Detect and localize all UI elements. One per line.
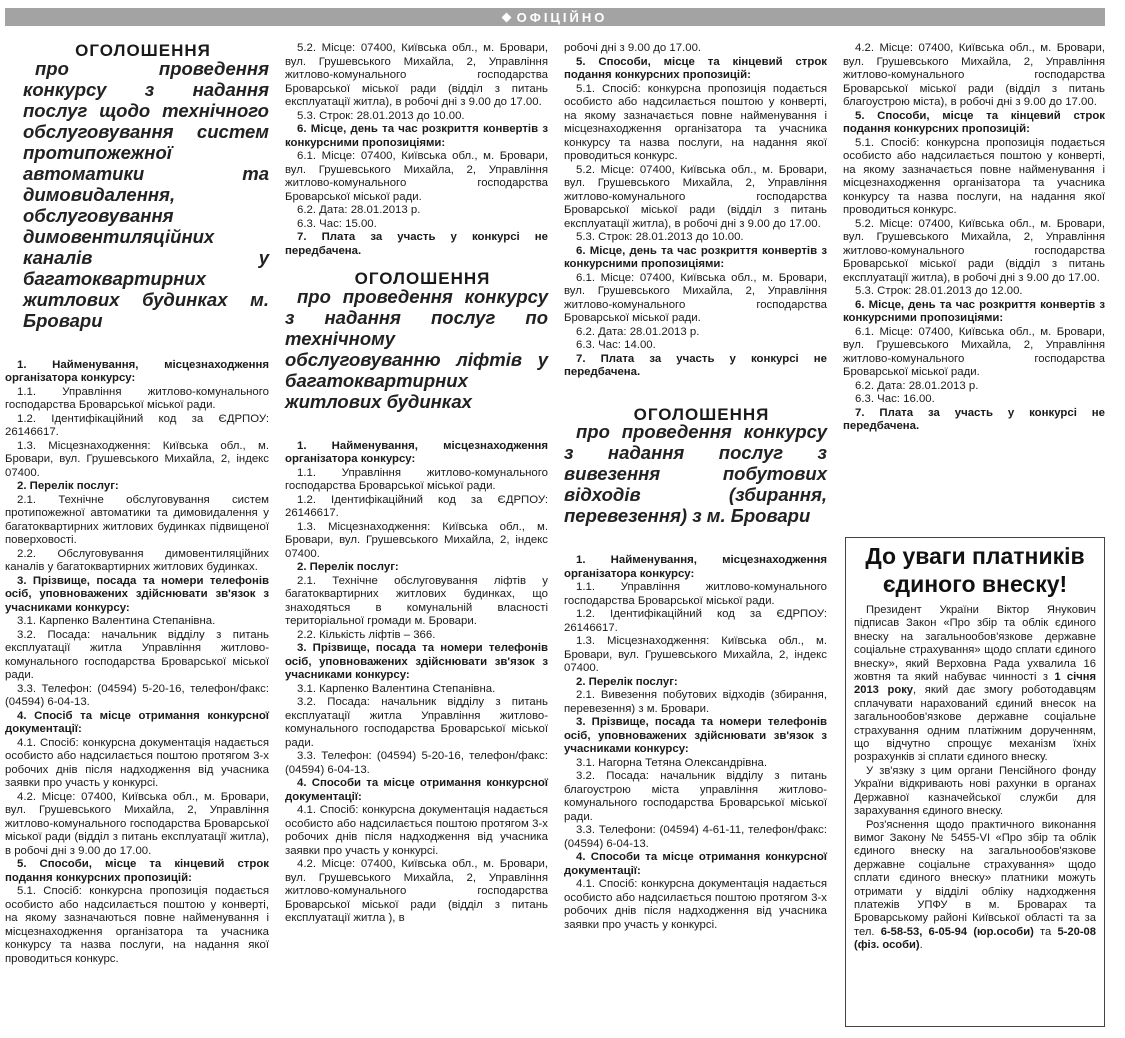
paragraph: 5.3. Строк: 28.01.2013 до 10.00. — [576, 231, 744, 243]
announcement-subtitle: про проведення конкурсу з надання послуг з вивезення побутових відходів (збирання, перевезення) з м. Бровари — [564, 421, 827, 526]
diamond-icon — [501, 12, 511, 22]
announcement-body — [285, 440, 548, 926]
section-heading: 5. Способи, місце та кінцевий строк подання конкурсних пропозицій: — [843, 109, 1105, 135]
paragraph: 3.1. Карпенко Валентина Степанівна. — [297, 682, 496, 695]
notice-paragraph-3: Роз'яснення щодо практичного виконання вимог Закону № 5455-VI «Про збір та облік єдиного внеску на загальнообов'язкове державне соціальне страхування» щодо сплати єдиного внеску» платники можуть отримати у відділі обліку надходження платежів УПФУ в м. Броварах та Броварському районі Київської області та за тел. 6-58-53, 6-05-94 (юр.особи) та 5-20-08 (фіз. особи). — [854, 818, 1096, 952]
section-heading: 7. Плата за участь у конкурсі не передбачена. — [843, 406, 1105, 432]
paragraph: 6.3. Час: 14.00. — [576, 339, 656, 351]
announcement-title: ОГОЛОШЕННЯ — [75, 41, 211, 60]
announcement-subtitle: про проведення конкурсу з надання послуг щодо технічного обслуговування систем протипожежної автоматики та димовидалення, обслуговування димовентиляційних каналів у багатоквартирних житлових будинках м. Бровари — [23, 57, 269, 331]
column-4 — [843, 42, 1105, 434]
paragraph: 3.1. Карпенко Валентина Степанівна. — [17, 615, 216, 627]
section-heading: 2. Перелік послуг: — [576, 675, 678, 688]
section-heading: 6. Місце, день та час розкриття конвертів з конкурсними пропозиціями: — [285, 123, 548, 149]
paragraph: 1.2. Ідентифікаційний код за ЄДРПОУ: 26146617. — [5, 412, 269, 438]
announcement-title: ОГОЛОШЕННЯ — [354, 269, 491, 288]
paragraph: 1.2. Ідентифікаційний код за ЄДРПОУ: 26146617. — [285, 493, 548, 519]
paragraph: 1.2. Ідентифікаційний код за ЄДРПОУ: 26146617. — [564, 608, 827, 634]
paragraph: 6.2. Дата: 28.01.2013 р. — [297, 204, 421, 216]
notice-box — [845, 537, 1105, 1027]
paragraph: 2.2. Кількість ліфтів – 366. — [297, 628, 436, 641]
announcement-body-continued — [564, 42, 827, 380]
paragraph: 1.1. Управління житлово-комунального господарства Броварської міської ради. — [285, 466, 548, 492]
paragraph: 5.3. Строк: 28.01.2013 до 12.00. — [855, 285, 1023, 297]
paragraph: 5.2. Місце: 07400, Київська обл., м. Бровари, вул. Грушевського Михайла, 2, Управління житлово-комунального господарства Броварської міської ради (відділ з питань експлуатації житла), в робочі дні з 9.00 до 17.00. — [564, 163, 827, 230]
paragraph: 1.3. Місцезнаходження: Київська обл., м. Бровари, вул. Грушевського Михайла, 2, індекс 07400. — [285, 520, 548, 560]
paragraph: 2.1. Технічне обслуговування систем протипожежної автоматики та димовидалення у багатоквартирних житлових будинках підвищеної поверховості. — [5, 493, 269, 546]
section-heading: 3. Прізвище, посада та номери телефонів осіб, уповноважених здійснювати зв'язок з учасниками конкурсу: — [5, 574, 269, 614]
notice-paragraph-2: У зв'язку з цим органи Пенсійного фонду України відкривають нові рахунки в органах Державної казначейської служби для зарахування єдиного внеску. — [854, 764, 1096, 818]
paragraph: 5.2. Місце: 07400, Київська обл., м. Бровари, вул. Грушевського Михайла, 2, Управління житлово-комунального господарства Броварської міської ради (відділ з питань експлуатації житла), в робочі дні з 9.00 до 17.00. — [843, 217, 1105, 284]
paragraph: 3.2. Посада: начальник відділу з питань експлуатації житла Управління житлово-комунального господарства Броварської міської ради. — [285, 696, 548, 749]
announcement-body-continued — [843, 42, 1105, 434]
section-heading: 3. Прізвище, посада та номери телефонів осіб, уповноважених здійснювати зв'язок з учасниками конкурсу: — [564, 716, 827, 755]
paragraph: 5.1. Спосіб: конкурсна пропозиція подається особисто або надсилається поштою у конверті, на якому зазначається повне найменування і місцезнаходження організатора та учасника конкурсу та назва послуги, на надання якої проводиться конкурс. — [843, 136, 1105, 216]
paragraph: 1.1. Управління житлово-комунального господарства Броварської міської ради. — [564, 581, 827, 607]
paragraph: 5.2. Місце: 07400, Київська обл., м. Бровари, вул. Грушевського Михайла, 2, Управління житлово-комунального господарства Броварської міської ради (відділ з питань експлуатації житла), в робочі дні з 9.00 до 17.00. — [285, 42, 548, 108]
paragraph: 3.3. Телефон: (04594) 5-20-16, телефон/факс: (04594) 6-04-13. — [5, 682, 269, 708]
section-label: ОФІЦІЙНО — [503, 10, 608, 25]
column-1 — [5, 42, 269, 966]
paragraph: 4.1. Спосіб: конкурсна документація надається особисто або надсилається поштою протягом 3-х робочих днів після надходження від учасника заявки про участь у конкурсі. — [5, 736, 269, 789]
announcement-body — [5, 359, 269, 967]
paragraph: 6.3. Час: 16.00. — [855, 393, 935, 405]
paragraph: 5.1. Спосіб: конкурсна пропозиція подається особисто або надсилається поштою у конверті, на якому зазначається повне найменування і місцезнаходження організатора та учасника конкурсу та назва послуги, на надання якої проводиться конкурс. — [564, 82, 827, 162]
section-heading: 7. Плата за участь у конкурсі не передбачена. — [285, 231, 548, 257]
paragraph: 4.1. Спосіб: конкурсна документація надається особисто або надсилається поштою протягом 3-х робочих днів після надходження від учасника заявки про участь у конкурсі. — [285, 804, 548, 857]
section-heading: 3. Прізвище, посада та номери телефонів осіб, уповноважених здійснювати зв'язок з учасниками конкурсу: — [285, 642, 548, 681]
paragraph: 3.2. Посада: начальник відділу з питань експлуатації житла Управління житлово-комунального господарства Броварської міської ради. — [5, 628, 269, 681]
section-heading: 4. Способи та місце отримання конкурсної документації: — [285, 777, 548, 803]
column-3 — [564, 42, 827, 932]
paragraph: 1.1. Управління житлово-комунального господарства Броварської міської ради. — [5, 385, 269, 411]
paragraph: 3.2. Посада: начальник відділу з питань благоустрою міста управління житлово-комунального господарства Броварської міської ради. — [564, 770, 827, 823]
section-heading: 7. Плата за участь у конкурсі не передбачена. — [564, 352, 827, 378]
announcement-body-continued — [285, 42, 548, 258]
section-header-bar — [5, 8, 1105, 26]
paragraph: 6.2. Дата: 28.01.2013 р. — [576, 325, 700, 338]
paragraph: 2.1. Технічне обслуговування ліфтів у багатоквартирних житлових будинках, що знаходяться в комунальній власності територіальної громади м. Бровари. — [285, 574, 548, 627]
section-heading: 1. Найменування, місцезнаходження організатора конкурсу: — [5, 358, 269, 384]
paragraph: 1.3. Місцезнаходження: Київська обл., м. Бровари, вул. Грушевського Михайла, 2, індекс 07400. — [5, 439, 269, 479]
paragraph: 5.1. Спосіб: конкурсна пропозиція подається особисто або надсилається поштою у конверті, на якому зазначаються повне найменування і місцезнаходження організатора та учасника конкурсу та назва послуги, на надання якої проводиться конкурс. — [5, 885, 269, 965]
announcement-subtitle: про проведення конкурсу з надання послуг по технічному обслуговуванню ліфтів у багатоквартирних житлових будинках — [285, 285, 548, 412]
paragraph: 6.2. Дата: 28.01.2013 р. — [855, 379, 979, 392]
column-2 — [285, 42, 548, 926]
paragraph: 6.3. Час: 15.00. — [297, 217, 377, 230]
paragraph: 6.1. Місце: 07400, Київська обл., м. Бровари, вул. Грушевського Михайла, 2, Управління житлово-комунального господарства Броварської міської ради. — [564, 271, 827, 324]
section-heading: 2. Перелік послуг: — [17, 480, 119, 492]
section-heading: 1. Найменування, місцезнаходження організатора конкурсу: — [564, 554, 827, 580]
section-heading: 5. Способи, місце та кінцевий строк подання конкурсних пропозицій: — [564, 55, 827, 81]
paragraph: 5.3. Строк: 28.01.2013 до 10.00. — [297, 109, 465, 122]
section-heading: 6. Місце, день та час розкриття конвертів з конкурсними пропозиціями: — [564, 244, 827, 270]
paragraph: 2.2. Обслуговування димовентиляційних каналів у багатоквартирних житлових будинках. — [5, 547, 269, 573]
paragraph: 3.1. Нагорна Тетяна Олександрівна. — [576, 756, 768, 769]
section-heading: 5. Способи, місце та кінцевий строк подання конкурсних пропозицій: — [5, 858, 269, 884]
announcement-body — [564, 554, 827, 932]
notice-paragraph-1: Президент України Віктор Янукович підписав Закон «Про збір та облік єдиного внеску на загальнообов'язкове державне соціальне страхування» щодо сплати єдиного внеску», який Верховна Рада ухвалила 16 жовтня та який набуває чинності з 1 січня 2013 року, який дає змогу роботодавцям сплачувати нарахований єдиний внесок на загальнообов'язкове державне соціальне страхування одним платіжним дорученням, що відчутно спрощує механізм їхніх розрахунків зі сплати єдиного внеску. — [854, 604, 1096, 764]
paragraph: робочі дні з 9.00 до 17.00. — [564, 42, 702, 54]
section-heading: 1. Найменування, місцезнаходження організатора конкурсу: — [285, 439, 548, 465]
announcement-title: ОГОЛОШЕННЯ — [633, 404, 770, 424]
paragraph: 3.3. Телефони: (04594) 4-61-11, телефон/факс: (04594) 6-04-13. — [564, 824, 827, 850]
section-heading: 4. Способи та місце отримання конкурсної документації: — [564, 851, 827, 877]
notice-heading: До уваги платників єдиного внеску! — [865, 543, 1085, 597]
paragraph: 6.1. Місце: 07400, Київська обл., м. Бровари, вул. Грушевського Михайла, 2, Управління житлово-комунального господарства Броварської міської ради. — [285, 150, 548, 203]
paragraph: 6.1. Місце: 07400, Київська обл., м. Бровари, вул. Грушевського Михайла, 2, Управління житлово-комунального господарства Броварської міської ради. — [843, 325, 1105, 378]
paragraph: 3.3. Телефон: (04594) 5-20-16, телефон/факс: (04594) 6-04-13. — [285, 750, 548, 776]
section-heading: 2. Перелік послуг: — [297, 561, 399, 573]
paragraph: 4.2. Місце: 07400, Київська обл., м. Бровари, вул. Грушевського Михайла, 2, Управління житлово-комунального господарства Броварської міської ради (відділ з питань благоустрою міста), в робочі дні з 9.00 до 17.00. — [843, 42, 1105, 108]
section-heading: 4. Спосіб та місце отримання конкурсної документації: — [5, 709, 269, 735]
paragraph: 2.1. Вивезення побутових відходів (збирання, перевезення) з м. Бровари. — [564, 689, 827, 715]
paragraph: 4.1. Спосіб: конкурсна документація надається особисто або надсилається поштою протягом 3-х робочих днів після надходження від учасника заявки про участь у конкурсі. — [564, 878, 827, 931]
section-heading: 6. Місце, день та час розкриття конвертів з конкурсними пропозиціями: — [843, 298, 1105, 324]
paragraph: 4.2. Місце: 07400, Київська обл., м. Бровари, вул. Грушевського Михайла, 2, Управління житлово-комунального господарства Броварської міської ради (відділ з питань експлуатації житла ), в — [285, 858, 548, 924]
paragraph: 1.3. Місцезнаходження: Київська обл., м. Бровари, вул. Грушевського Михайла, 2, індекс 07400. — [564, 635, 827, 674]
paragraph: 4.2. Місце: 07400, Київська обл., м. Бровари, вул. Грушевського Михайла, 2, Управління житлово-комунального господарства Броварської міської ради (відділ з питань експлуатації житла), в робочі дні з 9.00 до 17.00. — [5, 790, 269, 857]
